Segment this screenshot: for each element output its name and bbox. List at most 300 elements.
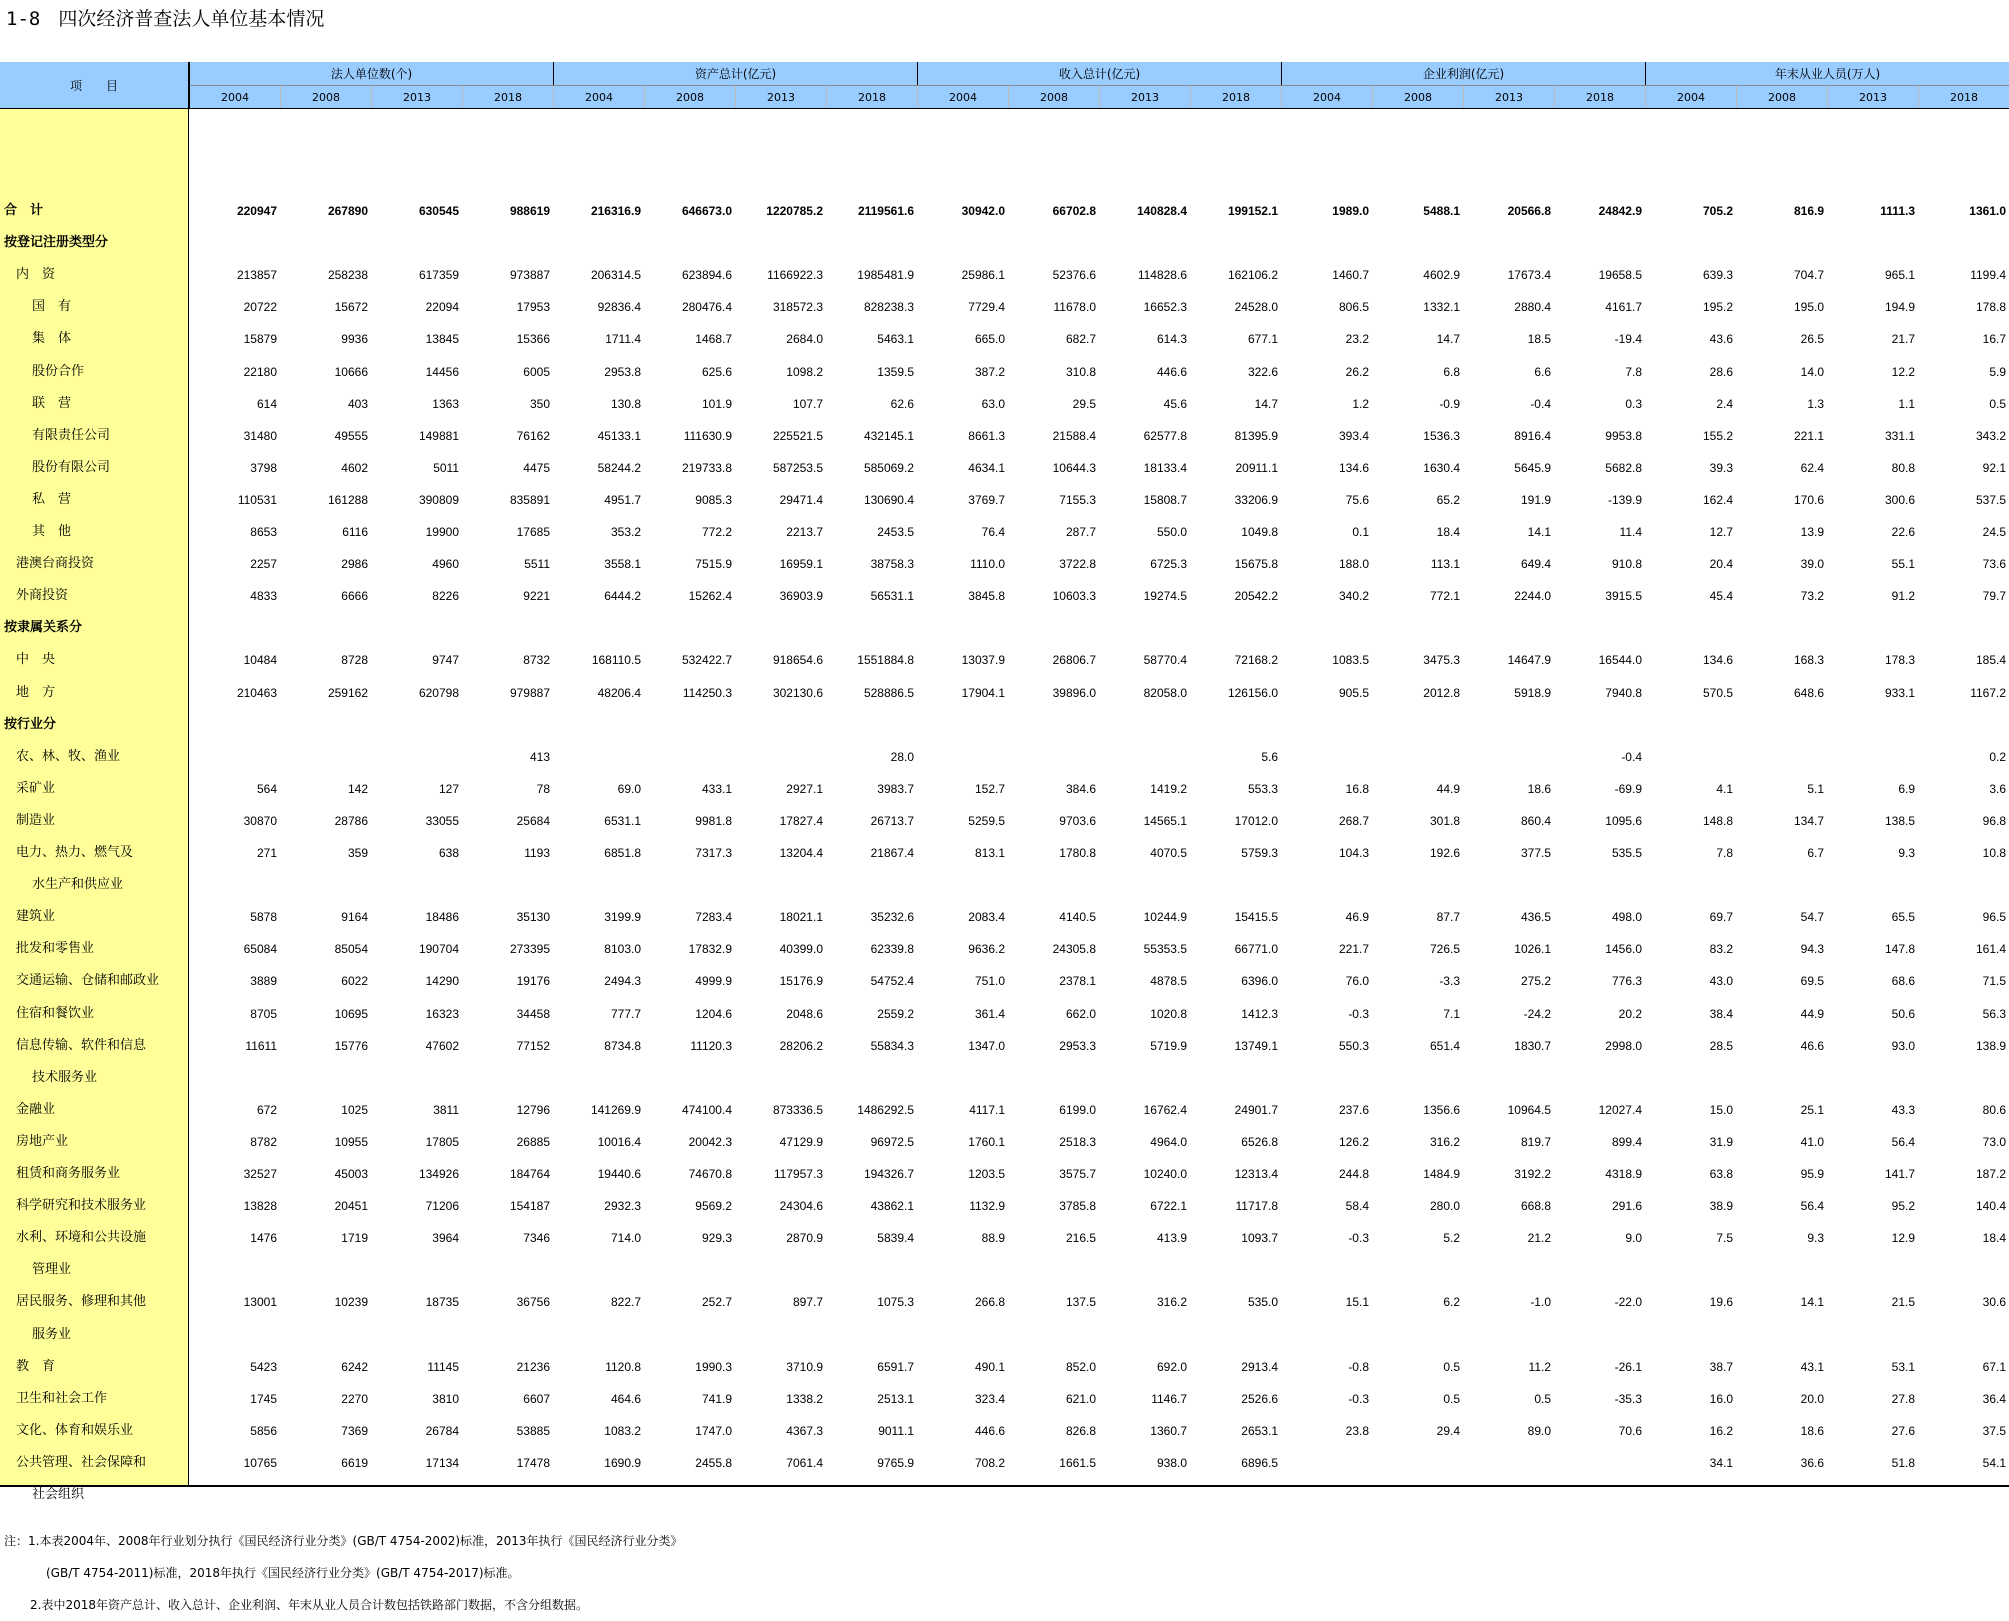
table-cell: 1830.7 [1514, 1038, 1551, 1053]
table-cell: 35232.6 [870, 910, 914, 925]
table-cell: 36756 [516, 1295, 550, 1310]
table-cell: 185.4 [1975, 653, 2006, 668]
table-cell: 9953.8 [1605, 428, 1642, 443]
table-cell: 161288 [327, 492, 368, 507]
table-cell: 8705 [250, 1006, 277, 1021]
table-cell: 5719.9 [1150, 1038, 1187, 1053]
table-cell: 80.6 [1982, 1102, 2006, 1117]
table-cell: 126.2 [1338, 1134, 1369, 1149]
table-cell: 5682.8 [1605, 460, 1642, 475]
table-cell: 7155.3 [1059, 492, 1096, 507]
table-cell: 1193 [524, 846, 550, 860]
table-cell: 137.5 [1065, 1295, 1096, 1310]
table-cell: 625.6 [701, 364, 732, 379]
table-cell: 6591.7 [877, 1359, 914, 1374]
table-cell: 187.2 [1975, 1167, 2006, 1181]
table-cell: 4878.5 [1150, 974, 1187, 989]
table-cell: 18.4 [1436, 525, 1460, 539]
year-header: 2004 [917, 85, 1008, 108]
table-cell: 21588.4 [1052, 428, 1096, 443]
table-cell: 7283.4 [695, 910, 732, 925]
table-cell: 6242 [341, 1359, 368, 1374]
table-cell: 2927.1 [786, 781, 823, 796]
table-cell: 20042.3 [688, 1134, 732, 1149]
table-cell: 184764 [509, 1167, 550, 1181]
year-header: 2013 [1099, 85, 1190, 108]
table-cell: 432145.1 [863, 428, 914, 443]
table-cell: 3785.8 [1059, 1199, 1096, 1214]
table-cell: 8734.8 [604, 1038, 641, 1053]
table-cell: 94.3 [1800, 942, 1824, 957]
table-cell: -0.4 [1621, 749, 1642, 764]
table-cell: 126156.0 [1227, 685, 1278, 700]
table-cell: 630545 [418, 204, 459, 218]
table-cell: 20722 [243, 300, 277, 315]
table-cell: 15366 [516, 332, 550, 347]
table-cell: 47602 [425, 1038, 459, 1053]
table-cell: 1359.5 [877, 364, 914, 379]
year-header: 2008 [1008, 85, 1099, 108]
table-cell: 2932.3 [604, 1199, 641, 1214]
row-label: 管理业 [32, 1262, 72, 1278]
table-cell: 1356.6 [1423, 1102, 1460, 1117]
table-cell: 359 [347, 846, 368, 860]
table-cell: 13845 [425, 332, 459, 347]
table-cell: 23.2 [1345, 332, 1369, 347]
table-cell: 9164 [341, 910, 368, 925]
table-cell: 1338.2 [786, 1391, 823, 1406]
group-header: 法人单位数(个) [189, 62, 553, 85]
table-cell: 11678.0 [1053, 300, 1096, 315]
table-cell: 26.2 [1345, 364, 1369, 379]
table-cell: 5423 [250, 1359, 277, 1374]
table-cell: 191.9 [1520, 492, 1551, 507]
table-cell: 15776 [334, 1038, 368, 1053]
table-cell: 5488.1 [1423, 204, 1460, 218]
table-cell: 9765.9 [877, 1455, 914, 1470]
table-cell: 16323 [425, 1006, 459, 1021]
table-cell: 614.3 [1156, 332, 1187, 347]
table-cell: 9569.2 [695, 1199, 732, 1214]
table-cell: 933.1 [1884, 685, 1915, 700]
table-cell: 70.6 [1618, 1423, 1642, 1438]
table-cell: 1985481.9 [857, 268, 914, 283]
row-label: 有限责任公司 [32, 427, 111, 443]
table-cell: 1132.9 [969, 1199, 1005, 1214]
table-cell: 835891 [509, 492, 550, 507]
table-cell: 39896.0 [1052, 685, 1096, 700]
table-cell: 651.4 [1429, 1038, 1460, 1053]
table-cell: 5759.3 [1241, 846, 1278, 860]
table-cell: 6.9 [1898, 781, 1915, 796]
table-cell: 56.4 [1800, 1199, 1824, 1214]
table-cell: 620798 [418, 685, 459, 700]
year-header: 2004 [1645, 85, 1736, 108]
table-cell: 570.5 [1702, 685, 1733, 700]
table-cell: 220947 [236, 204, 277, 218]
table-bottom-rule [0, 1485, 2009, 1487]
table-cell: 53.1 [1891, 1359, 1915, 1374]
table-cell: 66771.0 [1234, 942, 1278, 957]
table-cell: 266.8 [974, 1295, 1005, 1310]
table-cell: 648.6 [1793, 685, 1824, 700]
table-cell: 14.1 [1800, 1295, 1824, 1310]
row-label: 国 有 [32, 299, 72, 315]
table-cell: 195.2 [1702, 300, 1733, 315]
table-cell: 7369 [341, 1423, 368, 1438]
table-cell: 8103.0 [604, 942, 641, 957]
table-cell: 74670.8 [688, 1167, 732, 1181]
table-cell: 22094 [425, 300, 459, 315]
table-cell: 1204.6 [695, 1006, 732, 1021]
table-cell: 107.7 [792, 396, 823, 411]
table-cell: 2518.3 [1059, 1134, 1096, 1149]
table-cell: 20.4 [1709, 557, 1733, 572]
table-cell: 18133.4 [1143, 460, 1187, 475]
table-cell: 17827.4 [779, 813, 823, 828]
table-cell: 433.1 [701, 781, 732, 796]
table-cell: 741.9 [701, 1391, 732, 1406]
table-cell: 15.0 [1709, 1102, 1733, 1117]
table-cell: 873336.5 [772, 1102, 823, 1117]
table-cell: 31480 [243, 428, 277, 443]
table-cell: 1332.1 [1423, 300, 1460, 315]
table-cell: 1120.8 [605, 1359, 641, 1374]
table-cell: 8661.3 [968, 428, 1005, 443]
table-cell: 1363 [432, 396, 459, 411]
table-cell: 12.9 [1891, 1231, 1915, 1246]
table-cell: 130.8 [610, 396, 641, 411]
table-cell: -69.9 [1614, 781, 1642, 796]
table-cell: 6607 [523, 1391, 550, 1406]
table-cell: 316.2 [1429, 1134, 1460, 1149]
table-cell: 587253.5 [772, 460, 823, 475]
table-cell: -3.3 [1439, 974, 1460, 989]
table-cell: 1098.2 [786, 364, 823, 379]
table-cell: 17673.4 [1507, 268, 1551, 283]
table-cell: 4999.9 [695, 974, 732, 989]
table-cell: -19.4 [1614, 332, 1642, 347]
table-cell: 259162 [327, 685, 368, 700]
table-cell: 68.6 [1891, 974, 1915, 989]
table-cell: 1347.0 [968, 1038, 1005, 1053]
table-cell: 25986.1 [961, 268, 1005, 283]
table-cell: 43.6 [1709, 332, 1733, 347]
row-label: 其 他 [32, 524, 72, 539]
table-cell: 34.1 [1709, 1455, 1733, 1470]
table-cell: 19274.5 [1143, 589, 1187, 604]
table-cell: 225521.5 [772, 428, 823, 443]
table-cell: 12.7 [1709, 525, 1733, 539]
table-cell: 7729.4 [968, 300, 1005, 315]
table-cell: 15262.4 [688, 589, 732, 604]
row-label: 技术服务业 [32, 1069, 98, 1085]
table-cell: 18486 [425, 910, 459, 925]
table-cell: 147.8 [1884, 942, 1915, 957]
table-cell: 0.1 [1352, 525, 1369, 539]
table-cell: 322.6 [1247, 364, 1278, 379]
table-cell: 2083.4 [968, 910, 1005, 925]
table-cell: 310.8 [1065, 364, 1096, 379]
table-cell: 87.7 [1436, 910, 1460, 925]
table-cell: 662.0 [1065, 1006, 1096, 1021]
table-cell: 4140.5 [1059, 910, 1096, 925]
table-cell: 10695 [334, 1006, 368, 1021]
table-cell: 38758.3 [870, 557, 914, 572]
table-cell: 17832.9 [688, 942, 732, 957]
header-rule [0, 108, 2009, 109]
table-cell: 20911.1 [1235, 460, 1278, 475]
table-cell: 6022 [341, 974, 368, 989]
item-column-header: 项 目 [0, 62, 189, 108]
table-cell: 3475.3 [1423, 653, 1460, 668]
row-label: 建筑业 [16, 909, 56, 925]
table-cell: 162106.2 [1227, 268, 1278, 283]
table-cell: 4117.1 [969, 1102, 1005, 1117]
table-cell: 56.4 [1891, 1134, 1915, 1149]
table-cell: 639.3 [1702, 268, 1733, 283]
table-cell: 1095.6 [1605, 813, 1642, 828]
table-cell: 17805 [425, 1134, 459, 1149]
table-cell: 4951.7 [604, 492, 641, 507]
year-header: 2008 [280, 85, 371, 108]
table-cell: 3558.1 [604, 557, 641, 572]
table-cell: 446.6 [1156, 364, 1187, 379]
table-cell: 532422.7 [681, 653, 732, 668]
table-cell: 331.1 [1884, 428, 1915, 443]
table-cell: 0.5 [1989, 396, 2006, 411]
table-cell: 5.2 [1443, 1231, 1460, 1246]
table-cell: 73.2 [1800, 589, 1824, 604]
table-cell: -0.3 [1348, 1231, 1369, 1246]
table-cell: 550.3 [1338, 1038, 1369, 1053]
table-cell: 413 [529, 749, 550, 764]
table-cell: 704.7 [1793, 268, 1824, 283]
table-cell: 33206.9 [1234, 492, 1278, 507]
table-cell: 897.7 [792, 1295, 823, 1310]
table-cell: 10765 [243, 1455, 277, 1470]
page-title [6, 4, 324, 31]
table-cell: 13001 [243, 1295, 277, 1310]
table-cell: 852.0 [1065, 1359, 1096, 1374]
table-cell: 17953 [516, 300, 550, 315]
table-cell: 1551884.8 [857, 653, 914, 668]
table-cell: 3798 [250, 460, 277, 475]
table-cell: 15.1 [1345, 1295, 1369, 1310]
table-cell: 12796 [516, 1102, 550, 1117]
footnotes [4, 1525, 683, 1621]
table-cell: 69.7 [1709, 910, 1733, 925]
table-cell: 4318.9 [1605, 1167, 1642, 1181]
table-cell: 138.9 [1975, 1038, 2006, 1053]
table-cell: 2986 [341, 557, 368, 572]
row-label: 社会组织 [32, 1487, 85, 1502]
table-cell: 55.1 [1891, 557, 1915, 572]
table-cell: 2953.3 [1059, 1038, 1096, 1053]
table-cell: 617359 [418, 268, 459, 283]
table-cell: 621.0 [1065, 1391, 1096, 1406]
table-cell: 10484 [243, 653, 277, 668]
table-cell: 7317.3 [695, 846, 732, 860]
table-cell: 44.9 [1800, 1006, 1824, 1021]
table-cell: 1.3 [1807, 396, 1824, 411]
table-cell: 816.9 [1793, 204, 1824, 218]
table-cell: 12027.4 [1598, 1102, 1642, 1117]
table-cell: 9747 [432, 653, 459, 668]
table-cell: 300.6 [1884, 492, 1915, 507]
table-cell: 20542.2 [1234, 589, 1278, 604]
row-label: 水利、环境和公共设施 [16, 1230, 147, 1246]
table-cell: 16.0 [1709, 1391, 1733, 1406]
group-header: 年末从业人员(万人) [1645, 62, 2009, 85]
table-cell: 535.5 [1611, 846, 1642, 860]
row-label: 租赁和商务服务业 [16, 1166, 121, 1181]
table-cell: 1711.4 [605, 332, 641, 347]
table-cell: 14647.9 [1507, 653, 1551, 668]
table-cell: 9011.1 [878, 1423, 914, 1438]
table-cell: 1146.7 [1151, 1391, 1187, 1406]
table-cell: 45133.1 [597, 428, 641, 443]
table-cell: -0.3 [1348, 1006, 1369, 1021]
table-cell: 18.6 [1800, 1423, 1824, 1438]
table-cell: 0.5 [1534, 1391, 1551, 1406]
table-cell: 28.6 [1709, 364, 1733, 379]
table-cell: 29.5 [1072, 396, 1096, 411]
table-cell: 10666 [334, 364, 368, 379]
table-cell: 353.2 [610, 525, 641, 539]
table-cell: 350 [529, 396, 550, 411]
table-cell: 979887 [509, 685, 550, 700]
table-cell: 10244.9 [1143, 910, 1187, 925]
table-cell: 5011 [433, 460, 459, 475]
table-cell: 161.4 [1975, 942, 2006, 957]
table-cell: 117957.3 [773, 1167, 823, 1181]
table-cell: 1661.5 [1059, 1455, 1096, 1470]
table-cell: 18.4 [1982, 1231, 2006, 1246]
table-cell: -0.9 [1439, 396, 1460, 411]
table-cell: 1468.7 [695, 332, 732, 347]
table-cell: 46.6 [1800, 1038, 1824, 1053]
table-cell: 918654.6 [772, 653, 823, 668]
table-cell: 44.9 [1436, 781, 1460, 796]
table-cell: 29471.4 [779, 492, 823, 507]
table-cell: 18.5 [1527, 332, 1551, 347]
table-cell: 1989.0 [1332, 204, 1369, 218]
table-cell: 67.1 [1982, 1359, 2006, 1374]
group-header: 企业利润(亿元) [1281, 62, 1645, 85]
table-cell: 194326.7 [863, 1167, 914, 1181]
table-cell: 15176.9 [779, 974, 823, 989]
table-cell: 92836.4 [597, 300, 641, 315]
table-cell: 8916.4 [1514, 428, 1551, 443]
table-cell: 4475 [523, 460, 550, 475]
table-cell: 1166922.3 [767, 268, 823, 283]
table-cell: 2998.0 [1605, 1038, 1642, 1053]
table-cell: 2953.8 [604, 364, 641, 379]
table-cell: 3192.2 [1514, 1167, 1551, 1181]
table-cell: 142 [347, 781, 368, 796]
table-cell: 3915.5 [1605, 589, 1642, 604]
table-cell: 21.5 [1891, 1295, 1915, 1310]
table-cell: 18021.1 [779, 910, 823, 925]
table-cell: 15879 [243, 332, 277, 347]
table-cell: 18735 [425, 1295, 459, 1310]
table-cell: 96.8 [1982, 813, 2006, 828]
table-cell: 905.5 [1338, 685, 1369, 700]
table-cell: 16.8 [1345, 781, 1369, 796]
table-cell: 4964.0 [1150, 1134, 1187, 1149]
table-cell: 646673.0 [681, 204, 732, 218]
row-label: 中 央 [16, 652, 56, 668]
table-cell: 1486292.5 [857, 1102, 914, 1117]
table-cell: 26713.7 [870, 813, 914, 828]
table-cell: 76162 [516, 428, 550, 443]
table-cell: 216316.9 [590, 204, 641, 218]
table-cell: 10.8 [1982, 846, 2006, 860]
year-header: 2018 [462, 85, 553, 108]
table-cell: 43.1 [1800, 1359, 1824, 1374]
table-cell: 6199.0 [1059, 1102, 1096, 1117]
table-cell: 65084 [243, 942, 277, 957]
year-header: 2018 [1554, 85, 1645, 108]
table-cell: 708.2 [974, 1455, 1005, 1470]
row-label: 集 体 [32, 331, 72, 347]
table-cell: 6.8 [1443, 364, 1460, 379]
table-cell: 585069.2 [863, 460, 914, 475]
table-cell: 45.6 [1163, 396, 1187, 411]
table-cell: 69.0 [617, 781, 641, 796]
table-number: 1-8 [6, 8, 41, 30]
table-cell: 45.4 [1709, 589, 1733, 604]
table-cell: 387.2 [974, 364, 1005, 379]
row-label: 公共管理、社会保障和 [16, 1454, 147, 1470]
table-cell: 318572.3 [772, 300, 823, 315]
table-cell: 21.7 [1891, 332, 1915, 347]
table-cell: 7515.9 [695, 557, 732, 572]
table-cell: 5463.1 [877, 332, 914, 347]
table-cell: 20.0 [1800, 1391, 1824, 1406]
table-cell: 1412.3 [1241, 1006, 1278, 1021]
table-cell: 275.2 [1520, 974, 1551, 989]
table-cell: 85054 [334, 942, 368, 957]
table-cell: 134.7 [1793, 813, 1824, 828]
table-cell: 35130 [516, 910, 550, 925]
table-cell: 988619 [509, 204, 550, 218]
table-cell: 162.4 [1702, 492, 1733, 507]
table-cell: 48206.4 [597, 685, 641, 700]
table-cell: 10240.0 [1143, 1167, 1187, 1181]
table-cell: 66702.8 [1052, 204, 1096, 218]
row-label: 水生产和供应业 [32, 877, 124, 893]
table-cell: 5839.4 [877, 1231, 914, 1246]
table-cell: 11717.8 [1235, 1199, 1278, 1214]
table-cell: 27.8 [1891, 1391, 1915, 1406]
table-cell: 138.5 [1884, 813, 1915, 828]
table-cell: 1049.8 [1241, 525, 1278, 539]
table-cell: 10016.4 [597, 1134, 641, 1149]
table-cell: 4161.7 [1605, 300, 1642, 315]
table-cell: 4634.1 [968, 460, 1005, 475]
table-cell: 490.1 [974, 1359, 1005, 1374]
table-cell: 26806.7 [1052, 653, 1096, 668]
table-cell: 822.7 [610, 1295, 641, 1310]
table-cell: 149881 [418, 428, 459, 443]
table-cell: 71206 [425, 1199, 459, 1214]
table-cell: 6666 [341, 589, 368, 604]
table-cell: 0.5 [1443, 1391, 1460, 1406]
table-cell: 14.1 [1527, 525, 1551, 539]
table-cell: 2513.1 [877, 1391, 914, 1406]
